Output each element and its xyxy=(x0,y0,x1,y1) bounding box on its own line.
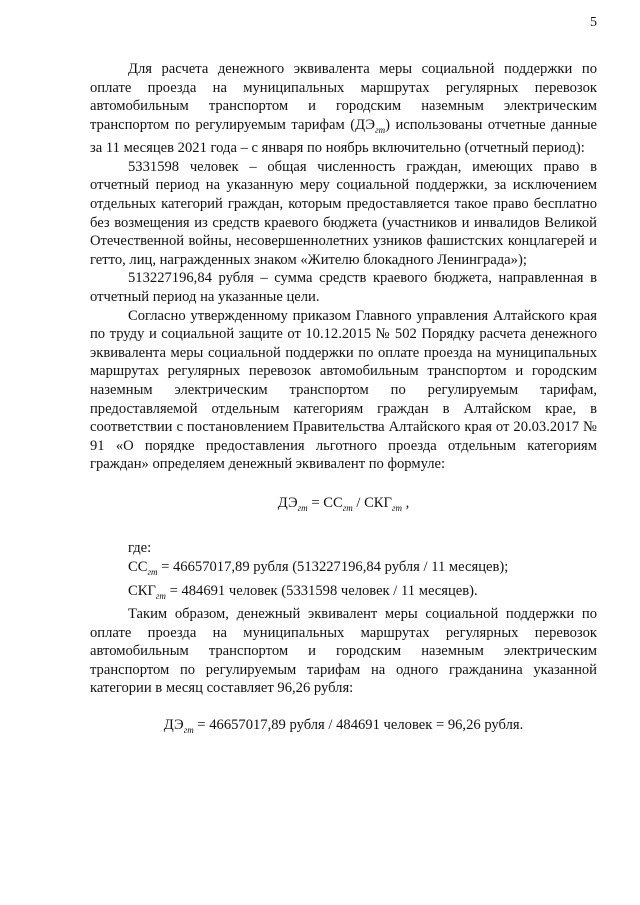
paragraph-conclusion: Таким образом, денежный эквивалент меры социальной поддержки по оплате проезда на муниципальных маршрутах регулярных перевозок автомобильным транспортом и городским наземным электрическим транспортом по регулируемым тарифам на одного гражданина указанной категории в месяц составляет 96,26 рубля: xyxy=(90,606,597,697)
paragraph-budget-sum: 513227196,84 рубля – сумма средств краевого бюджета, направленная в отчетный период на указанные цели. xyxy=(90,270,597,306)
paragraph-order-reference: Согласно утвержденному приказом Главного управления Алтайского края по труду и социальной защите от 10.12.2015 № 502 Порядку расчета денежного эквивалента меры социальной поддержки по оплате проезда на муниципальных маршрутах регулярных перевозок автомобильным транспортом и городским наземным электрическим транспортом по регулируемым тарифам, предоставляемой отдельным категориям граждан в Алтайском крае, в соответствии с постановлением Правительства Алтайского края от 20.03.2017 № 91 «О порядке предоставления льготного проезда отдельным категориям граждан» определяем денежный эквивалент по формуле: xyxy=(90,307,597,473)
paragraph-data-source: Для расчета денежного эквивалента меры социальной поддержки по оплате проезда на муниципальных маршрутах регулярных перевозок автомобильным транспортом и городским наземным электрическим транспортом по регулируемым тарифам $(ДЭ_{гт})$ использованы отчетные данные за 11 месяцев 2021 года – с января по ноябрь включительно (отчетный период): xyxy=(90,61,597,157)
document-body xyxy=(90,60,597,740)
where-label: где: xyxy=(128,540,152,557)
paragraph-citizens-count: 5331598 человек – общая численность граждан, имеющих право в отчетный период на указанную меру социальной поддержки, за исключением отдельных категорий граждан, которым предоставляется такое право бесплатно без возмещения из средств краевого бюджета (участников и инвалидов Великой Отечественной войны, несовершеннолетних узников фашистских концлагерей и гетто, лиц, награжденных знаком «Жителю блокадного Ленинграда»); xyxy=(90,158,597,268)
formula-definition: $ДЭ_{гт} = СС_{гт} / СКГ_{гт}$ , xyxy=(277,494,410,513)
page-number: 5 xyxy=(590,15,597,30)
formula-result: $ДЭ_{гт} = 46657017,89$ рубля / 484691 человек = 96,26 рубля. xyxy=(163,717,524,735)
where-line-ckg: $СКГ_{гт} = 484691$ человек (5331598 человек / 11 месяцев). xyxy=(128,582,478,601)
where-line-cc: $СС_{гт} = 46657017,89$ рубля (513227196,84 рубля / 11 месяцев); xyxy=(128,559,509,577)
